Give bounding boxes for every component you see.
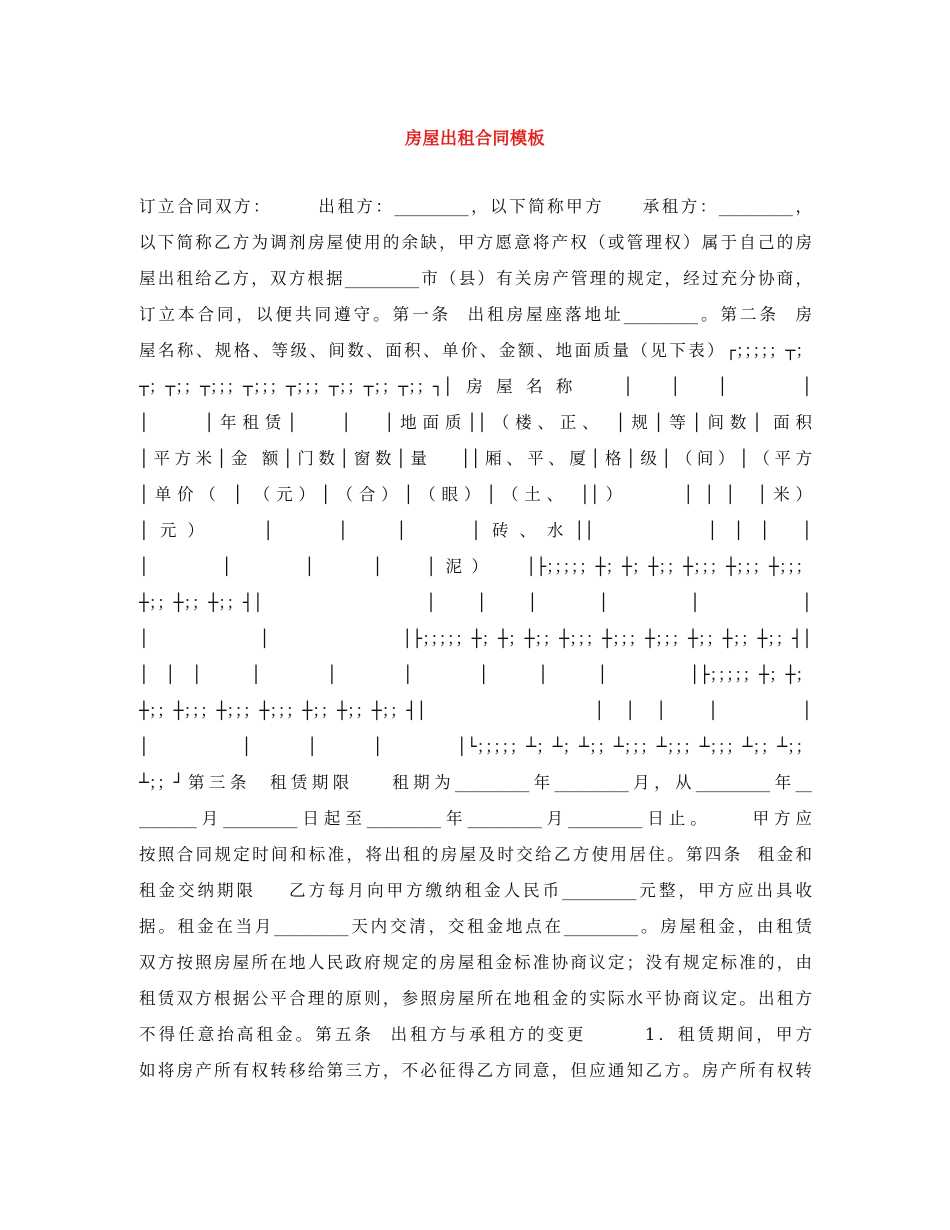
body-line: │元） │ │ │ │砖、水││ │ │ │ │ (139, 521, 812, 540)
document-title: 房屋出租合同模板 (405, 129, 545, 149)
body-line: _______月_________日起至_________年_________月_________日止。 甲方应 (139, 809, 812, 828)
body-line: 按照合同规定时间和标准，将出租的房屋及时交给乙方使用居住。第四条 租金和 (139, 845, 812, 864)
body-line: 屋出租给乙方，双方根据_________市（县）有关房产管理的规定，经过充分协商， (139, 269, 812, 288)
body-line: 订立合同双方： 出租方：_________，以下简称甲方 承租方：_________， (139, 197, 812, 216)
body-line: ┬；┬；；┬；；；┬；；；┬；；；┬；；┬；；┬；；┐│房屋名称 │ │ │ │ (139, 377, 812, 396)
body-line: 租赁双方根据公平合理的原则，参照房屋所在地租金的实际水平协商议定。出租方 (139, 989, 812, 1008)
body-line: 租金交纳期限 乙方每月向甲方缴纳租金人民币_________元整，甲方应出具收 (139, 881, 812, 900)
body-line: │ │ │ │ │└；；；；；┴；┴；┴；；┴；；；┴；；；┴；；；┴；；┴；； (139, 737, 812, 756)
body-line: ┼；；┼；；；┼；；；┼；；；┼；；┼；；┼；；┤│ │ │ │ │ │ (139, 701, 812, 720)
body-line: 屋名称、规格、等级、间数、面积、单价、金额、地面质量（见下表）┌；；；；；┬； (139, 341, 812, 360)
body-line: │ │ │ │ │泥） │├；；；；；┼；┼；┼；；┼；；；┼；；；┼；；； (139, 557, 812, 576)
body-line: ┼；；┼；；┼；；┤│ │ │ │ │ │ │ (139, 593, 812, 612)
body-line: 不得任意抬高租金。第五条 出租方与承租方的变更 1．租赁期间，甲方 (139, 1025, 812, 1044)
document-body (139, 189, 812, 1089)
body-line: │平方米│金 额│门数│窗数│量 ││厢、平、厦│格│级│（间）│（平方 (139, 449, 812, 468)
body-line: │ │ │├；；；；；┼；┼；┼；；┼；；；┼；；；┼；；；┼；；┼；；┼；；┤│ (139, 629, 812, 648)
body-line: 以下简称乙方为调剂房屋使用的余缺，甲方愿意将产权（或管理权）属于自己的房 (139, 233, 812, 252)
body-line: │ │年租赁│ │ │地面质││（楼、正、 │规│等│间数│ 面积 (139, 413, 812, 432)
body-line: 如将房产所有权转移给第三方，不必征得乙方同意，但应通知乙方。房产所有权转 (139, 1061, 812, 1080)
body-line: 据。租金在当月_________天内交清，交租金地点在_________。房屋租金，由租赁 (139, 917, 812, 936)
body-line: 订立本合同，以便共同遵守。第一条 出租房屋座落地址_________。第二条 房 (139, 305, 812, 324)
body-line: ┴；；┘第三条 租赁期限 租期为_________年_________月，从_________年__ (139, 773, 812, 792)
body-line: │单价（ │ （元）│（合）│（眼）│（土、 ││） │ │ │ │米） (139, 485, 812, 504)
body-line: 双方按照房屋所在地人民政府规定的房屋租金标准协商议定；没有规定标准的，由 (139, 953, 812, 972)
body-line: │ │ │ │ │ │ │ │ │ │├；；；；；┼；┼； (139, 665, 812, 684)
